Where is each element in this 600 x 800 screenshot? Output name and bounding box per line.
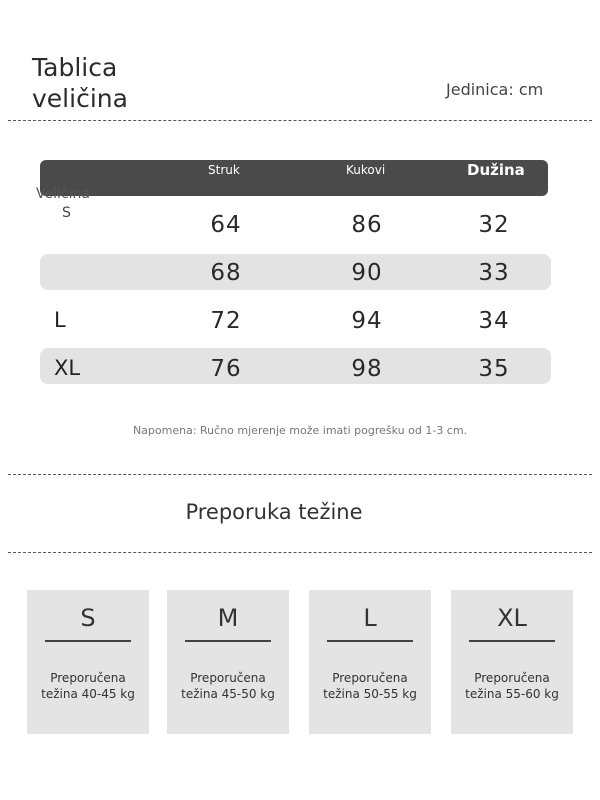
unit-label: Jedinica: cm xyxy=(446,80,544,99)
value-cell: 33 xyxy=(478,260,510,286)
title-line-1: Tablica xyxy=(32,53,118,82)
value-cell: 98 xyxy=(351,356,383,382)
divider-middle xyxy=(8,474,592,475)
value-cell: 64 xyxy=(210,212,242,238)
value-cell: 90 xyxy=(351,260,383,286)
card-size-label: XL xyxy=(497,604,527,632)
page-title xyxy=(32,52,128,114)
size-cell: S xyxy=(62,205,71,221)
card-size-label: L xyxy=(363,604,377,632)
card-divider xyxy=(185,640,271,642)
card-text xyxy=(451,670,573,702)
card-text-line-1: Preporučena xyxy=(474,671,550,685)
card-text-line-2: težina 50-55 kg xyxy=(323,687,417,701)
card-text-line-1: Preporučena xyxy=(190,671,266,685)
column-header-size: Veličina xyxy=(36,186,90,202)
divider-top xyxy=(8,120,592,121)
size-cell: XL xyxy=(54,356,81,380)
card-text-line-2: težina 45-50 kg xyxy=(181,687,275,701)
card-text xyxy=(309,670,431,702)
column-header-duzina: Dužina xyxy=(467,161,525,179)
weight-card-m xyxy=(167,590,289,734)
card-divider xyxy=(469,640,555,642)
value-cell: 32 xyxy=(478,212,510,238)
card-text-line-1: Preporučena xyxy=(50,671,126,685)
value-cell: 72 xyxy=(210,308,242,334)
value-cell: 35 xyxy=(478,356,510,382)
weight-card-s xyxy=(27,590,149,734)
card-text-line-2: težina 55-60 kg xyxy=(465,687,559,701)
card-size-label: S xyxy=(80,604,96,632)
section-title: Preporuka težine xyxy=(185,500,363,524)
card-text-line-2: težina 40-45 kg xyxy=(41,687,135,701)
weight-card-xl xyxy=(451,590,573,734)
column-header-kukovi: Kukovi xyxy=(346,163,386,177)
value-cell: 86 xyxy=(351,212,383,238)
value-cell: 68 xyxy=(210,260,242,286)
column-header-struk: Struk xyxy=(208,163,240,177)
card-divider xyxy=(45,640,131,642)
value-cell: 94 xyxy=(351,308,383,334)
divider-bottom xyxy=(8,552,592,553)
value-cell: 76 xyxy=(210,356,242,382)
measurement-note: Napomena: Ručno mjerenje može imati pogrešku od 1-3 cm. xyxy=(132,424,468,437)
card-size-label: M xyxy=(217,604,239,632)
size-cell: L xyxy=(54,308,66,332)
card-text-line-1: Preporučena xyxy=(332,671,408,685)
card-text xyxy=(27,670,149,702)
title-line-2: veličina xyxy=(32,84,128,113)
card-divider xyxy=(327,640,413,642)
value-cell: 34 xyxy=(478,308,510,334)
card-text xyxy=(167,670,289,702)
weight-card-l xyxy=(309,590,431,734)
